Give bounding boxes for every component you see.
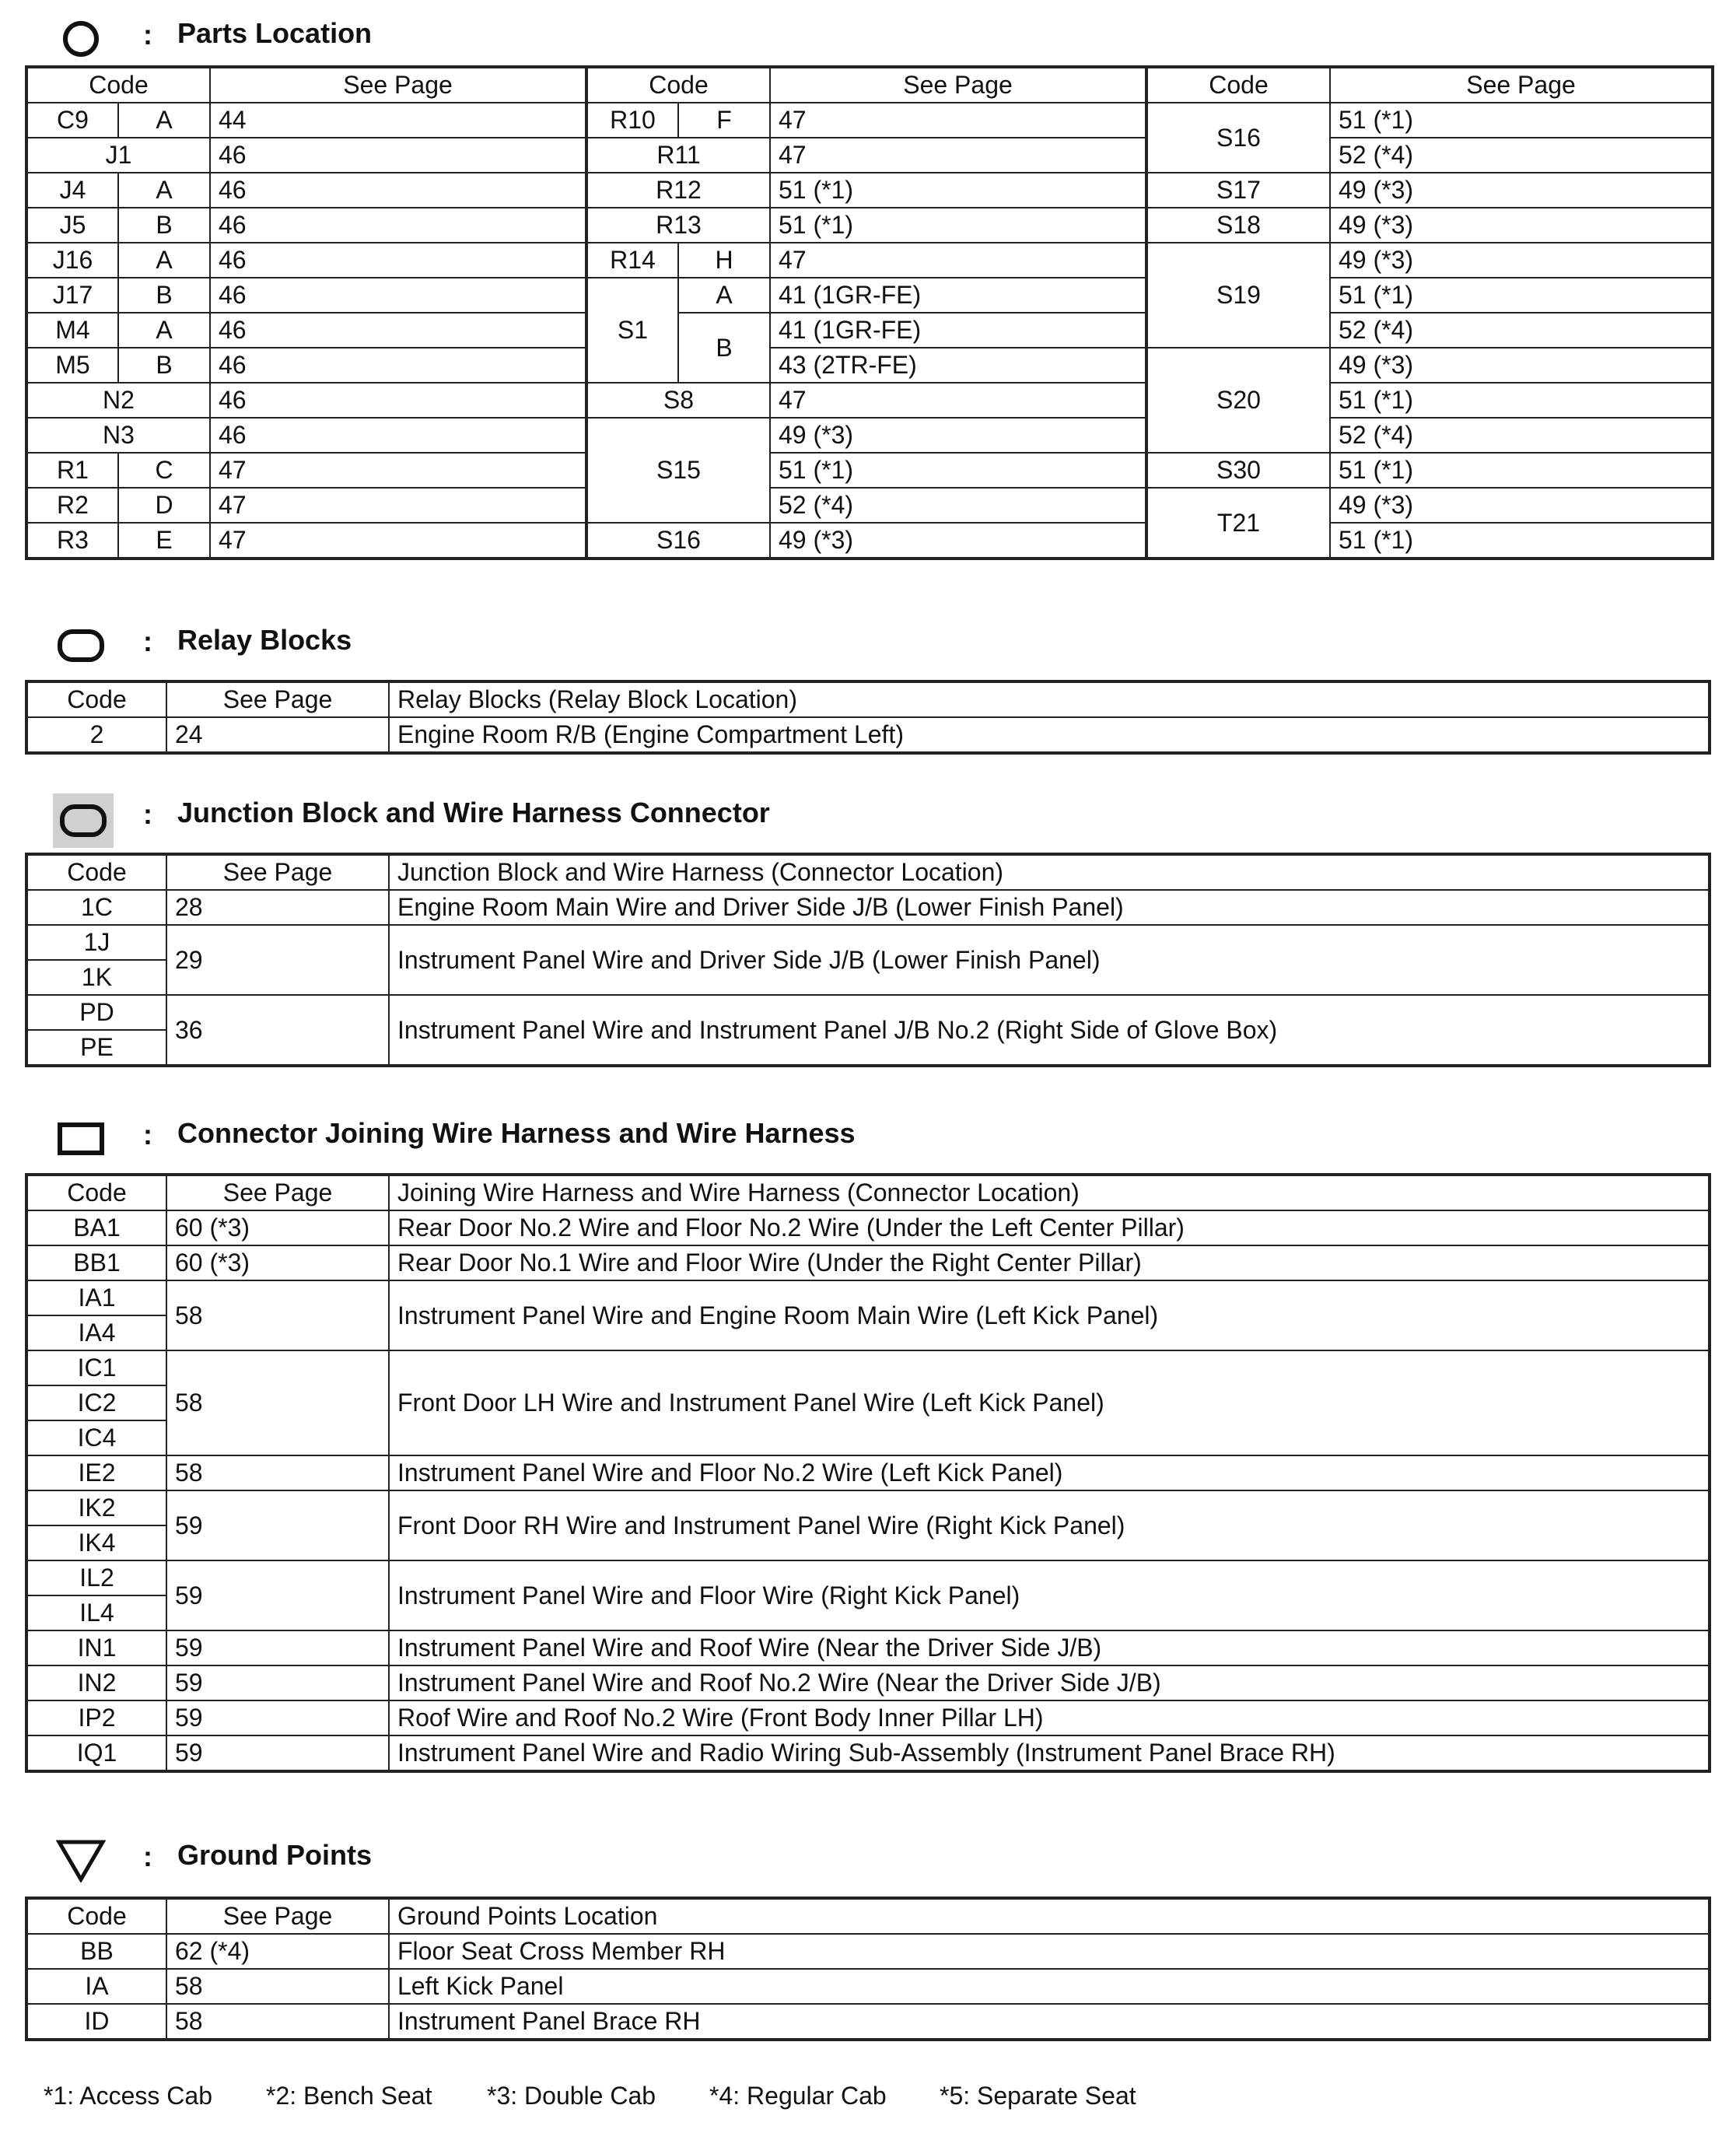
see-page-header: See Page	[210, 67, 586, 103]
code-cell: R1	[26, 453, 118, 488]
description-cell: Engine Room R/B (Engine Compartment Left)	[389, 717, 1710, 753]
table-row	[26, 2004, 1710, 2040]
table-row	[26, 173, 1713, 208]
code-cell: R2	[26, 488, 118, 523]
code-cell: S8	[586, 383, 770, 418]
ground-points-section	[25, 1836, 1711, 2035]
table-row	[26, 995, 1710, 1030]
table-header-row	[26, 681, 1710, 717]
heading-colon: :	[143, 1841, 152, 1872]
code-cell: S1	[586, 278, 678, 383]
page-cell: 29	[166, 925, 389, 995]
code-cell: 1C	[26, 890, 166, 925]
description-cell: Instrument Panel Wire and Engine Room Main Wire (Left Kick Panel)	[389, 1280, 1710, 1350]
parts-location-heading	[25, 14, 1711, 61]
table-row	[26, 717, 1710, 753]
code-cell: J5	[26, 208, 118, 243]
table-header-row	[26, 1175, 1710, 1210]
description-header: Junction Block and Wire Harness (Connector Location)	[389, 854, 1710, 890]
page-cell: 47	[770, 383, 1146, 418]
sub-cell: A	[118, 103, 210, 138]
page-cell: 59	[166, 1560, 389, 1630]
code-cell: R13	[586, 208, 770, 243]
see-page-header: See Page	[166, 1898, 389, 1934]
code-cell: IK2	[26, 1490, 166, 1525]
code-cell: BB1	[26, 1245, 166, 1280]
code-cell: M5	[26, 348, 118, 383]
table-header-row	[26, 1898, 1710, 1934]
table-row	[26, 418, 1713, 453]
page-cell: 52 (*4)	[770, 488, 1146, 523]
connector-joining-heading	[25, 1114, 1711, 1161]
relay-blocks-table	[25, 680, 1711, 755]
description-header: Joining Wire Harness and Wire Harness (Connector Location)	[389, 1175, 1710, 1210]
sub-cell: H	[678, 243, 770, 278]
page-cell: 60 (*3)	[166, 1210, 389, 1245]
footnote: *2: Bench Seat	[266, 2082, 432, 2110]
table-row	[26, 1455, 1710, 1490]
page-cell: 49 (*3)	[1330, 243, 1713, 278]
code-cell: BA1	[26, 1210, 166, 1245]
page-cell: 47	[770, 103, 1146, 138]
sub-cell: A	[118, 243, 210, 278]
sub-cell: B	[118, 208, 210, 243]
table-row	[26, 1630, 1710, 1665]
sub-cell: A	[118, 173, 210, 208]
page-cell: 46	[210, 208, 586, 243]
sub-cell: A	[118, 313, 210, 348]
section-title: Connector Joining Wire Harness and Wire Harness	[177, 1117, 856, 1149]
page-cell: 47	[210, 453, 586, 488]
code-header: Code	[586, 67, 770, 103]
table-row	[26, 453, 1713, 488]
page-cell: 59	[166, 1665, 389, 1700]
heading-colon: :	[143, 1119, 152, 1151]
page-cell: 51 (*1)	[1330, 453, 1713, 488]
code-cell: J4	[26, 173, 118, 208]
code-header: Code	[26, 67, 210, 103]
table-row	[26, 1245, 1710, 1280]
description-cell: Instrument Panel Wire and Roof Wire (Near the Driver Side J/B)	[389, 1630, 1710, 1665]
code-cell: R11	[586, 138, 770, 173]
page-cell: 58	[166, 1455, 389, 1490]
sub-cell: B	[118, 278, 210, 313]
page-cell: 58	[166, 1280, 389, 1350]
footnote: *5: Separate Seat	[940, 2082, 1136, 2110]
code-cell: S16	[586, 523, 770, 559]
page-cell: 46	[210, 278, 586, 313]
description-cell: Instrument Panel Wire and Roof No.2 Wire (Near the Driver Side J/B)	[389, 1665, 1710, 1700]
code-cell: IE2	[26, 1455, 166, 1490]
code-cell: IN2	[26, 1665, 166, 1700]
footnote: *1: Access Cab	[44, 2082, 212, 2110]
code-cell: IA1	[26, 1280, 166, 1315]
table-row	[26, 1665, 1710, 1700]
code-cell: M4	[26, 313, 118, 348]
sub-cell: C	[118, 453, 210, 488]
page-cell: 62 (*4)	[166, 1934, 389, 1969]
junction-block-heading	[25, 793, 1711, 840]
table-row	[26, 488, 1713, 523]
relay-blocks-section	[25, 621, 1711, 748]
rounded-rect-symbol-icon	[56, 625, 106, 666]
page-cell: 51 (*1)	[1330, 383, 1713, 418]
page-cell: 58	[166, 1350, 389, 1455]
heading-colon: :	[143, 798, 152, 830]
heading-colon: :	[143, 625, 152, 657]
description-cell: Front Door RH Wire and Instrument Panel Wire (Right Kick Panel)	[389, 1490, 1710, 1560]
description-header: Ground Points Location	[389, 1898, 1710, 1934]
code-cell: C9	[26, 103, 118, 138]
parts-location-table	[25, 65, 1714, 560]
code-cell: PE	[26, 1030, 166, 1066]
code-cell: 1K	[26, 960, 166, 995]
page-cell: 49 (*3)	[1330, 488, 1713, 523]
page-cell: 49 (*3)	[770, 418, 1146, 453]
table-row	[26, 925, 1710, 960]
page-cell: 46	[210, 348, 586, 383]
code-cell: PD	[26, 995, 166, 1030]
code-cell: 2	[26, 717, 166, 753]
code-cell: IK4	[26, 1525, 166, 1560]
see-page-header: See Page	[166, 854, 389, 890]
description-cell: Left Kick Panel	[389, 1969, 1710, 2004]
description-cell: Rear Door No.1 Wire and Floor Wire (Under the Right Center Pillar)	[389, 1245, 1710, 1280]
page-cell: 46	[210, 418, 586, 453]
code-cell: S18	[1146, 208, 1330, 243]
page-cell: 36	[166, 995, 389, 1066]
code-cell: IA4	[26, 1315, 166, 1350]
table-header-row	[26, 67, 1713, 103]
table-row	[26, 523, 1713, 559]
description-cell: Instrument Panel Brace RH	[389, 2004, 1710, 2040]
table-row	[26, 1280, 1710, 1315]
code-cell: IC4	[26, 1420, 166, 1455]
table-row	[26, 1969, 1710, 2004]
code-cell: R10	[586, 103, 678, 138]
page-cell: 47	[210, 523, 586, 559]
code-cell: S16	[1146, 103, 1330, 173]
table-row	[26, 1210, 1710, 1245]
code-cell: BB	[26, 1934, 166, 1969]
table-row	[26, 890, 1710, 925]
code-header: Code	[26, 1898, 166, 1934]
code-cell: R12	[586, 173, 770, 208]
section-title: Ground Points	[177, 1839, 372, 1871]
description-cell: Rear Door No.2 Wire and Floor No.2 Wire (Under the Left Center Pillar)	[389, 1210, 1710, 1245]
page-cell: 51 (*1)	[770, 453, 1146, 488]
table-row	[26, 313, 1713, 348]
code-header: Code	[1146, 67, 1330, 103]
page-cell: 51 (*1)	[1330, 103, 1713, 138]
footnotes	[44, 2082, 1136, 2110]
see-page-header: See Page	[1330, 67, 1713, 103]
page-cell: 49 (*3)	[1330, 348, 1713, 383]
code-header: Code	[26, 854, 166, 890]
page-cell: 24	[166, 717, 389, 753]
page-cell: 51 (*1)	[1330, 523, 1713, 559]
page-cell: 46	[210, 138, 586, 173]
table-row	[26, 278, 1713, 313]
code-cell: IL2	[26, 1560, 166, 1595]
page-cell: 52 (*4)	[1330, 418, 1713, 453]
description-cell: Front Door LH Wire and Instrument Panel Wire (Left Kick Panel)	[389, 1350, 1710, 1455]
page-cell: 58	[166, 1969, 389, 2004]
page-cell: 46	[210, 243, 586, 278]
page-cell: 60 (*3)	[166, 1245, 389, 1280]
connector-joining-section	[25, 1114, 1711, 1767]
code-cell: IC1	[26, 1350, 166, 1385]
code-cell: 1J	[26, 925, 166, 960]
sub-cell: E	[118, 523, 210, 559]
code-cell: S19	[1146, 243, 1330, 348]
page-cell: 43 (2TR-FE)	[770, 348, 1146, 383]
page-cell: 51 (*1)	[1330, 278, 1713, 313]
page-cell: 51 (*1)	[770, 173, 1146, 208]
description-cell: Floor Seat Cross Member RH	[389, 1934, 1710, 1969]
shaded-rounded-rect-symbol-icon	[53, 793, 114, 848]
code-cell: R14	[586, 243, 678, 278]
table-row	[26, 383, 1713, 418]
table-row	[26, 348, 1713, 383]
code-cell: N3	[26, 418, 210, 453]
description-cell: Instrument Panel Wire and Floor Wire (Right Kick Panel)	[389, 1560, 1710, 1630]
code-cell: IN1	[26, 1630, 166, 1665]
table-row	[26, 1735, 1710, 1771]
ground-points-table	[25, 1897, 1711, 2041]
section-title: Parts Location	[177, 17, 373, 49]
page-cell: 49 (*3)	[770, 523, 1146, 559]
table-row	[26, 1560, 1710, 1595]
table-row	[26, 1350, 1710, 1385]
code-header: Code	[26, 681, 166, 717]
page-cell: 47	[770, 138, 1146, 173]
triangle-down-symbol-icon	[56, 1841, 106, 1881]
code-cell: N2	[26, 383, 210, 418]
table-row	[26, 1700, 1710, 1735]
page-cell: 47	[210, 488, 586, 523]
description-cell: Engine Room Main Wire and Driver Side J/B (Lower Finish Panel)	[389, 890, 1710, 925]
page-cell: 49 (*3)	[1330, 173, 1713, 208]
table-row	[26, 1934, 1710, 1969]
description-cell: Roof Wire and Roof No.2 Wire (Front Body Inner Pillar LH)	[389, 1700, 1710, 1735]
sub-cell: A	[678, 278, 770, 313]
see-page-header: See Page	[166, 681, 389, 717]
code-cell: IQ1	[26, 1735, 166, 1771]
page-cell: 52 (*4)	[1330, 313, 1713, 348]
code-cell: S30	[1146, 453, 1330, 488]
table-row	[26, 1490, 1710, 1525]
section-title: Relay Blocks	[177, 624, 352, 656]
page-cell: 59	[166, 1490, 389, 1560]
code-cell: ID	[26, 2004, 166, 2040]
junction-block-section	[25, 793, 1711, 1061]
code-cell: T21	[1146, 488, 1330, 559]
code-cell: IL4	[26, 1595, 166, 1630]
footnote: *3: Double Cab	[487, 2082, 656, 2110]
table-header-row	[26, 854, 1710, 890]
description-cell: Instrument Panel Wire and Radio Wiring Sub-Assembly (Instrument Panel Brace RH)	[389, 1735, 1710, 1771]
sub-cell: F	[678, 103, 770, 138]
ground-points-heading	[25, 1836, 1711, 1883]
code-cell: R3	[26, 523, 118, 559]
page-cell: 46	[210, 383, 586, 418]
page-cell: 46	[210, 173, 586, 208]
code-header: Code	[26, 1175, 166, 1210]
section-title: Junction Block and Wire Harness Connector	[177, 797, 770, 828]
page-cell: 46	[210, 313, 586, 348]
page-cell: 44	[210, 103, 586, 138]
description-cell: Instrument Panel Wire and Instrument Panel J/B No.2 (Right Side of Glove Box)	[389, 995, 1710, 1066]
code-cell: S15	[586, 418, 770, 523]
circle-symbol-icon	[56, 19, 106, 59]
sub-cell: D	[118, 488, 210, 523]
code-cell: S20	[1146, 348, 1330, 453]
description-cell: Instrument Panel Wire and Driver Side J/B (Lower Finish Panel)	[389, 925, 1710, 995]
footnote: *4: Regular Cab	[709, 2082, 887, 2110]
page-cell: 49 (*3)	[1330, 208, 1713, 243]
description-header: Relay Blocks (Relay Block Location)	[389, 681, 1710, 717]
page-cell: 59	[166, 1630, 389, 1665]
table-row	[26, 103, 1713, 138]
page-cell: 28	[166, 890, 389, 925]
parts-location-section	[25, 14, 1711, 554]
code-cell: J16	[26, 243, 118, 278]
page-cell: 59	[166, 1700, 389, 1735]
rectangle-symbol-icon	[56, 1119, 106, 1159]
page-cell: 47	[770, 243, 1146, 278]
sub-cell: B	[118, 348, 210, 383]
code-cell: J1	[26, 138, 210, 173]
see-page-header: See Page	[770, 67, 1146, 103]
code-cell: S17	[1146, 173, 1330, 208]
page-cell: 41 (1GR-FE)	[770, 278, 1146, 313]
see-page-header: See Page	[166, 1175, 389, 1210]
page-cell: 52 (*4)	[1330, 138, 1713, 173]
table-row	[26, 208, 1713, 243]
sub-cell: B	[678, 313, 770, 383]
code-cell: IP2	[26, 1700, 166, 1735]
relay-blocks-heading	[25, 621, 1711, 667]
junction-block-table	[25, 853, 1711, 1067]
page-cell: 51 (*1)	[770, 208, 1146, 243]
table-row	[26, 243, 1713, 278]
code-cell: IA	[26, 1969, 166, 2004]
code-cell: IC2	[26, 1385, 166, 1420]
code-cell: J17	[26, 278, 118, 313]
connector-joining-table	[25, 1173, 1711, 1773]
heading-colon: :	[143, 19, 152, 51]
page-cell: 41 (1GR-FE)	[770, 313, 1146, 348]
description-cell: Instrument Panel Wire and Floor No.2 Wire (Left Kick Panel)	[389, 1455, 1710, 1490]
page-cell: 59	[166, 1735, 389, 1771]
page-cell: 58	[166, 2004, 389, 2040]
table-row	[26, 138, 1713, 173]
